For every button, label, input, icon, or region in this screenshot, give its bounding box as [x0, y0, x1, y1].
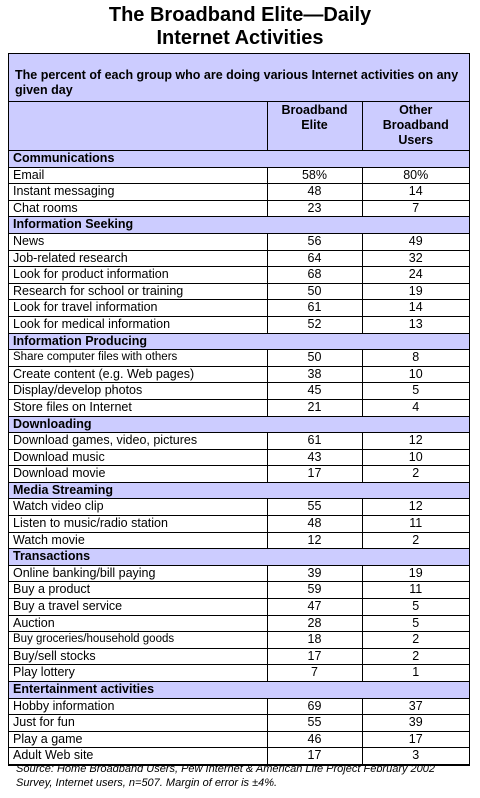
table-row — [9, 532, 469, 549]
activity-label: Download movie — [9, 466, 267, 483]
section-header-row — [9, 682, 469, 699]
activity-label: Create content (e.g. Web pages) — [9, 366, 267, 383]
table-row — [9, 433, 469, 450]
page-title — [0, 4, 480, 50]
activity-label: Play lottery — [9, 665, 267, 682]
broadband-elite-value: 64 — [267, 250, 362, 267]
broadband-elite-value: 18 — [267, 632, 362, 649]
other-users-value: 10 — [362, 449, 469, 466]
other-users-value: 14 — [362, 300, 469, 317]
broadband-elite-value: 47 — [267, 599, 362, 616]
table-row — [9, 466, 469, 483]
broadband-elite-value: 39 — [267, 565, 362, 582]
activity-label: Download music — [9, 449, 267, 466]
activity-label: Email — [9, 167, 267, 184]
other-users-value: 13 — [362, 316, 469, 333]
other-users-value: 8 — [362, 350, 469, 367]
other-users-value: 3 — [362, 748, 469, 765]
broadband-elite-value: 68 — [267, 267, 362, 284]
broadband-elite-value: 55 — [267, 499, 362, 516]
activity-label: Buy a travel service — [9, 599, 267, 616]
section-title: Transactions — [9, 549, 469, 566]
other-users-value: 39 — [362, 715, 469, 732]
activity-label: Buy groceries/household goods — [9, 632, 267, 649]
table-row — [9, 615, 469, 632]
broadband-elite-value: 23 — [267, 200, 362, 217]
broadband-elite-value: 56 — [267, 233, 362, 250]
section-title: Entertainment activities — [9, 682, 469, 699]
broadband-elite-value: 21 — [267, 399, 362, 416]
other-users-value: 24 — [362, 267, 469, 284]
table-row — [9, 283, 469, 300]
activity-label: Play a game — [9, 731, 267, 748]
activity-label: Job-related research — [9, 250, 267, 267]
activity-label: Buy/sell stocks — [9, 648, 267, 665]
table-row — [9, 366, 469, 383]
table-row — [9, 300, 469, 317]
other-users-value: 80% — [362, 167, 469, 184]
broadband-elite-value: 58% — [267, 167, 362, 184]
section-header-row — [9, 217, 469, 234]
activity-label: Watch video clip — [9, 499, 267, 516]
table-row — [9, 715, 469, 732]
broadband-elite-value: 52 — [267, 316, 362, 333]
table-row — [9, 499, 469, 516]
source-note: Source: Home Broadband Users, Pew Internet & American Life Project February 2002 Survey, Internet users, n=507. Margin of error is ±4%. — [16, 763, 436, 789]
other-users-value: 2 — [362, 648, 469, 665]
table-row — [9, 200, 469, 217]
other-users-value: 7 — [362, 200, 469, 217]
activity-label: Share computer files with others — [9, 350, 267, 367]
table-row — [9, 731, 469, 748]
section-header-row — [9, 416, 469, 433]
other-users-value: 1 — [362, 665, 469, 682]
table-row — [9, 233, 469, 250]
section-title: Media Streaming — [9, 482, 469, 499]
table-row — [9, 665, 469, 682]
other-users-value: 14 — [362, 184, 469, 201]
broadband-elite-value: 48 — [267, 516, 362, 533]
other-users-value: 2 — [362, 532, 469, 549]
header-blank-cell — [9, 102, 267, 151]
activity-label: Look for product information — [9, 267, 267, 284]
table-row — [9, 648, 469, 665]
section-title: Communications — [9, 151, 469, 168]
broadband-elite-value: 59 — [267, 582, 362, 599]
other-users-value: 4 — [362, 399, 469, 416]
broadband-elite-value: 55 — [267, 715, 362, 732]
table-row — [9, 184, 469, 201]
other-users-value: 49 — [362, 233, 469, 250]
activity-label: Store files on Internet — [9, 399, 267, 416]
activity-label: Look for medical information — [9, 316, 267, 333]
other-users-value: 12 — [362, 433, 469, 450]
activity-label: Chat rooms — [9, 200, 267, 217]
other-users-value: 19 — [362, 565, 469, 582]
table-row — [9, 632, 469, 649]
table-row — [9, 449, 469, 466]
broadband-elite-value: 69 — [267, 698, 362, 715]
other-users-value: 10 — [362, 366, 469, 383]
activity-label: Display/develop photos — [9, 383, 267, 400]
broadband-elite-value: 50 — [267, 350, 362, 367]
other-users-value: 19 — [362, 283, 469, 300]
broadband-elite-value: 17 — [267, 466, 362, 483]
title-line-2: Internet Activities — [156, 27, 324, 49]
broadband-elite-value: 38 — [267, 366, 362, 383]
broadband-elite-value: 61 — [267, 300, 362, 317]
other-users-value: 37 — [362, 698, 469, 715]
other-users-value: 11 — [362, 582, 469, 599]
activity-label: Watch movie — [9, 532, 267, 549]
table-row — [9, 250, 469, 267]
title-line-1: The Broadband Elite—Daily — [108, 4, 372, 26]
broadband-elite-value: 48 — [267, 184, 362, 201]
activity-label: Buy a product — [9, 582, 267, 599]
table-row — [9, 316, 469, 333]
activity-label: Online banking/bill paying — [9, 565, 267, 582]
section-header-row — [9, 151, 469, 168]
broadband-elite-value: 17 — [267, 748, 362, 765]
section-header-row — [9, 549, 469, 566]
activities-table — [9, 102, 469, 765]
table-row — [9, 565, 469, 582]
activity-label: Auction — [9, 615, 267, 632]
activity-label: Adult Web site — [9, 748, 267, 765]
activity-label: Look for travel information — [9, 300, 267, 317]
other-users-value: 12 — [362, 499, 469, 516]
activity-label: Research for school or training — [9, 283, 267, 300]
broadband-elite-value: 45 — [267, 383, 362, 400]
section-header-row — [9, 333, 469, 350]
broadband-elite-value: 7 — [267, 665, 362, 682]
table-row — [9, 698, 469, 715]
broadband-elite-value: 28 — [267, 615, 362, 632]
table-row — [9, 748, 469, 765]
section-title: Information Producing — [9, 333, 469, 350]
broadband-elite-value: 46 — [267, 731, 362, 748]
section-title: Information Seeking — [9, 217, 469, 234]
broadband-elite-value: 43 — [267, 449, 362, 466]
table-row — [9, 582, 469, 599]
other-users-value: 5 — [362, 383, 469, 400]
column-header-label: Other Broadband Users — [382, 103, 449, 147]
other-users-value: 17 — [362, 731, 469, 748]
activity-label: Hobby information — [9, 698, 267, 715]
other-users-value: 5 — [362, 599, 469, 616]
table-row — [9, 516, 469, 533]
table-row — [9, 167, 469, 184]
column-header-other-users — [362, 102, 469, 151]
section-header-row — [9, 482, 469, 499]
broadband-elite-value: 61 — [267, 433, 362, 450]
activity-label: News — [9, 233, 267, 250]
table-row — [9, 350, 469, 367]
table-subtitle: The percent of each group who are doing various Internet activities on any given day — [9, 54, 469, 102]
activity-label: Instant messaging — [9, 184, 267, 201]
table-row — [9, 599, 469, 616]
other-users-value: 2 — [362, 632, 469, 649]
table-row — [9, 383, 469, 400]
data-table-frame — [8, 53, 470, 766]
other-users-value: 5 — [362, 615, 469, 632]
broadband-elite-value: 12 — [267, 532, 362, 549]
column-header-label: Broadband Elite — [281, 103, 348, 132]
other-users-value: 11 — [362, 516, 469, 533]
broadband-elite-value: 17 — [267, 648, 362, 665]
activity-label: Download games, video, pictures — [9, 433, 267, 450]
activity-label: Just for fun — [9, 715, 267, 732]
activity-label: Listen to music/radio station — [9, 516, 267, 533]
column-header-broadband-elite — [267, 102, 362, 151]
section-title: Downloading — [9, 416, 469, 433]
table-row — [9, 399, 469, 416]
other-users-value: 32 — [362, 250, 469, 267]
broadband-elite-value: 50 — [267, 283, 362, 300]
other-users-value: 2 — [362, 466, 469, 483]
column-header-row — [9, 102, 469, 151]
table-row — [9, 267, 469, 284]
